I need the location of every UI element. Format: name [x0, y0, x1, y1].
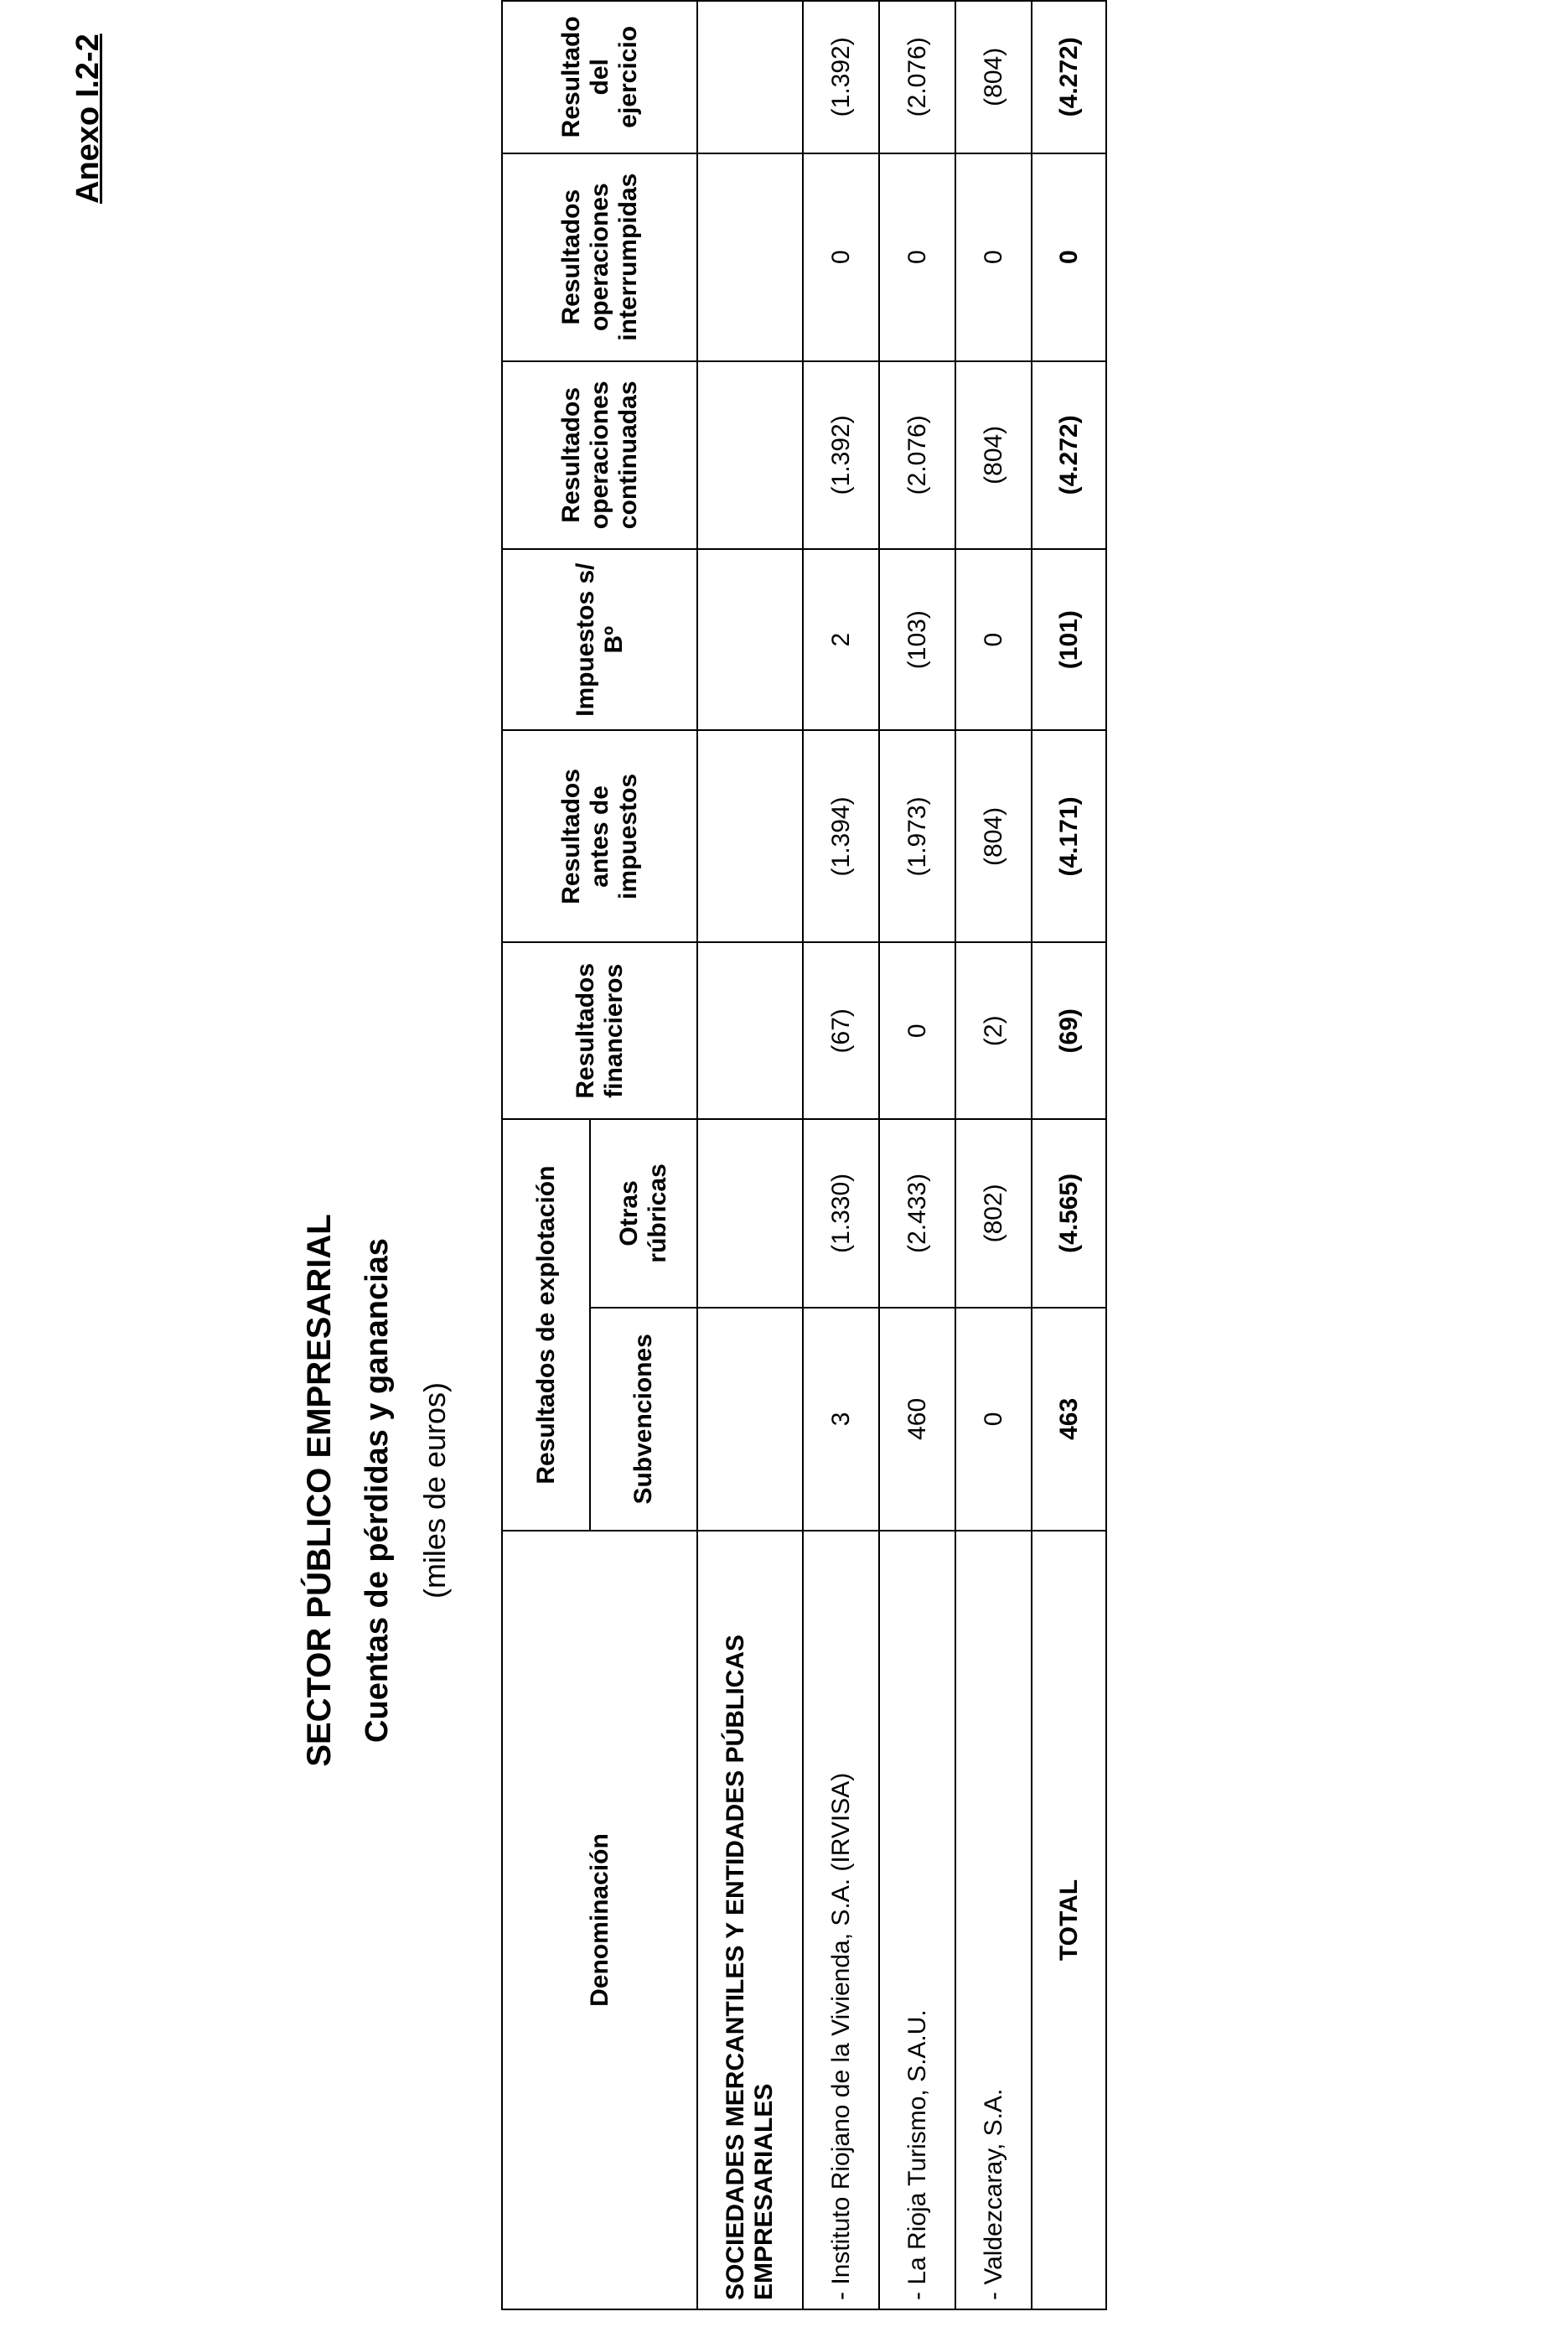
row-name: - Instituto Riojano de la Vivienda, S.A. (IRVISA): [803, 1531, 879, 2309]
total-financieros: (69): [1032, 942, 1106, 1119]
cell-financieros: (2): [955, 942, 1032, 1119]
annex-label: Anexo I.2-2: [70, 34, 106, 204]
cell-antes-impuestos: (1.973): [879, 730, 955, 942]
table-row: [879, 1, 955, 2309]
header-interrumpidas: Resultados operaciones interrumpidas: [502, 153, 697, 361]
header-explotacion-group: Resultados de explotación: [502, 1119, 590, 1531]
page-subtitle: Cuentas de pérdidas y ganancias: [360, 1238, 395, 1743]
header-continuadas: Resultados operaciones continuadas: [502, 361, 697, 549]
cell-ejercicio: (1.392): [803, 1, 879, 153]
header-financieros: Resultados financieros: [502, 942, 697, 1119]
row-name: - Valdezcaray, S.A.: [955, 1531, 1032, 2309]
total-antes-impuestos: (4.171): [1032, 730, 1106, 942]
total-row: [1032, 1, 1106, 2309]
total-ejercicio: (4.272): [1032, 1, 1106, 153]
cell-financieros: 0: [879, 942, 955, 1119]
cell-impuestos: 0: [955, 549, 1032, 730]
results-table: [501, 0, 1107, 2310]
section-row: [697, 1, 803, 2309]
total-label: TOTAL: [1032, 1531, 1106, 2309]
header-subvenciones: Subvenciones: [590, 1308, 697, 1531]
cell-otras-rubricas: (2.433): [879, 1119, 955, 1307]
cell-continuadas: (1.392): [803, 361, 879, 549]
cell-impuestos: (103): [879, 549, 955, 730]
row-name: - La Rioja Turismo, S.A.U.: [879, 1531, 955, 2309]
cell-subvenciones: 3: [803, 1308, 879, 1531]
title-block: [298, 654, 455, 2327]
cell-otras-rubricas: (1.330): [803, 1119, 879, 1307]
cell-financieros: (67): [803, 942, 879, 1119]
section-label: SOCIEDADES MERCANTILES Y ENTIDADES PÚBLICAS EMPRESARIALES: [697, 1531, 803, 2309]
units-note: (miles de euros): [417, 1381, 452, 1599]
cell-continuadas: (2.076): [879, 361, 955, 549]
total-subvenciones: 463: [1032, 1308, 1106, 1531]
cell-subvenciones: 460: [879, 1308, 955, 1531]
cell-interrumpidas: 0: [955, 153, 1032, 361]
header-impuestos: Impuestos s/ Bº: [502, 549, 697, 730]
header-otras-rubricas: Otras rúbricas: [590, 1119, 697, 1307]
table-row: [955, 1, 1032, 2309]
header-antes-impuestos: Resultados antes de impuestos: [502, 730, 697, 942]
total-interrumpidas: 0: [1032, 153, 1106, 361]
header-row-1: [502, 1, 590, 2309]
cell-ejercicio: (2.076): [879, 1, 955, 153]
cell-ejercicio: (804): [955, 1, 1032, 153]
total-impuestos: (101): [1032, 549, 1106, 730]
cell-antes-impuestos: (1.394): [803, 730, 879, 942]
total-continuadas: (4.272): [1032, 361, 1106, 549]
cell-interrumpidas: 0: [803, 153, 879, 361]
cell-antes-impuestos: (804): [955, 730, 1032, 942]
cell-subvenciones: 0: [955, 1308, 1032, 1531]
cell-continuadas: (804): [955, 361, 1032, 549]
table-row: [803, 1, 879, 2309]
header-ejercicio: Resultado del ejercicio: [502, 1, 697, 153]
total-otras-rubricas: (4.565): [1032, 1119, 1106, 1307]
cell-interrumpidas: 0: [879, 153, 955, 361]
cell-impuestos: 2: [803, 549, 879, 730]
cell-otras-rubricas: (802): [955, 1119, 1032, 1307]
page-title: SECTOR PÚBLICO EMPRESARIAL: [301, 1214, 338, 1767]
header-denominacion: Denominación: [502, 1531, 697, 2309]
